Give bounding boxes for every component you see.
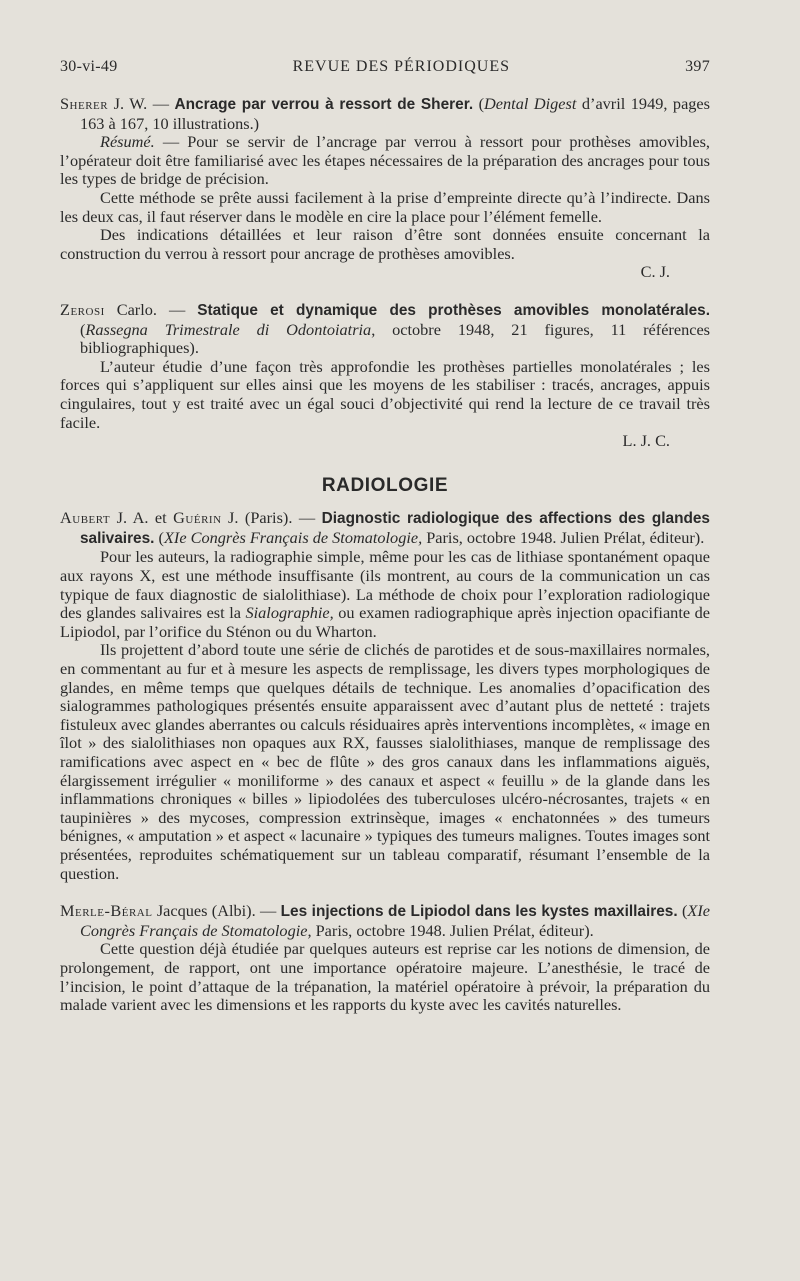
author-details: Jacques (Albi). — [152,901,281,921]
author-name: Aubert [60,508,111,528]
entry-heading [60,902,710,940]
entry-zerosi [60,301,710,451]
entry-merle-beral [60,902,710,1015]
author-name-2: Guérin [173,508,222,528]
entry-aubert-guerin [60,509,710,883]
emphasis-term: Sialographie, [245,603,334,623]
reviewer-signature: L. J. C. [622,431,670,451]
paragraph: Ils projettent d’abord toute une série de clichés de parotides et de sous-maxillaires normales, en commentant au fur et à mesure les aspects de remplissage, les divers types morphologiques de glandes, en même temps que quelques détails de technique. Les anomalies d’opacification des sialogrammes pathologiques présentés ensuite apparaissent avec d’autant plus de netteté : trajets fistuleux avec glandes aberrantes ou calculs résiduaires après interventions incomplètes, « image en îlot » des sialolithiases non opaques aux RX, fausses sialolithiases, manque de remplissage des ramifications avec aspect en « bec de flûte » des gros canaux dans les inflammations aiguës, élargissement irrégulier « moniliforme » des canaux et aspect « feuillu » de la glande dans les inflammations chroniques « billes » lipiodolées des tuberculoses ulcéro-nécrosantes, trajets « en taupinières » des mycoses, compression extrinsèque, images « enchatonnées » des tumeurs bénignes, « amputation » et aspect « lacunaire » typiques des tumeurs malignes. Toutes images sont présentées, reproduites schématiquement sur un tableau comparatif, résumant l’ensemble de la question. [60,640,710,883]
author-name: Sherer [60,94,109,113]
author-details: J. (Paris). — [221,508,322,528]
source-congress: XIe Congrès Français de Stomatologie, [80,901,710,940]
source-details: d’avril 1949, pages 163 à 167, 10 illustrations.) [80,94,710,133]
author-details: J. A. et [110,508,174,528]
article-title: Ancrage par verrou à ressort de Sherer. [174,96,474,113]
article-title: Statique et dynamique des prothèses amovibles monolatérales. [197,301,710,319]
article-body [60,95,710,1015]
source-journal: Dental Digest [484,94,577,113]
source-paren: ( [80,319,86,339]
paragraph-text: ou examen radiographique après injection opacifiante de Lipiodol, par l’orifice du Sténon ou du Wharton. [60,603,710,641]
source-paren: ( [473,94,485,113]
author-details: Carlo. — [104,299,198,319]
header-date: 30-vi-49 [60,58,118,75]
paragraph: Cette question déjà étudiée par quelques auteurs est reprise car les notions de dimension, de prolongement, de rapport, ont une importance opératoire majeure. L’anesthésie, le tracé de l’incision, le point d’attaque de la trépanation, la matériel opératoire à prévoir, la préparation du malade varient avec les dimensions et les rapports du kyste avec les cavités naturelles. [60,939,710,1015]
reviewer-signature: C. J. [640,262,670,282]
source-journal: Rassegna Trimestrale di Odontoiatria [85,319,372,339]
section-heading: RADIOLOGIE [321,474,449,496]
author-details: J. W. — [108,94,175,113]
paragraph: L’auteur étudie d’une façon très approfondie les prothèses partielles monolatérales ; les forces qui s’appliquent sur elles ainsi que les moyens de les stabiliser : tracés, ancrages, appuis cingulaires, tout y est traité avec un égal souci d’objectivité qui rend la lecture de ce travail très facile. [60,356,710,432]
header-title: REVUE DES PÉRIODIQUES [292,58,511,75]
source-details: Paris, octobre 1948. Julien Prélat, éditeur). [422,527,705,547]
summary-text: — Pour se servir de l’ancrage par verrou à ressort pour prothèses amovibles, l’opérateur doit être familiarisé avec les étapes nécessaires de la préparation des ancrages pour tous les types de bridge de précision. [60,132,710,189]
summary-paragraph [60,133,710,189]
source-paren: ( [154,527,164,547]
paragraph-text: Pour les auteurs, la radiographie simple, même pour les cas de lithiase spontanément opaque aux rayons X, est une méthode insuffisante (ils montrent, au cours de la communication un cas typique de faux diagnostic de sialolithiase). La méthode de choix pour l’exploration radiologique des glandes salivaires est la [60,547,710,623]
entry-heading [60,509,710,548]
resume-label: Résumé. [100,132,155,152]
page-number: 397 [685,58,710,75]
source-congress: XIe Congrès Français de Stomatologie, [163,527,423,547]
article-title: Les injections de Lipiodol dans les kystes maxillaires. [280,903,678,921]
author-name: Zerosi [60,299,105,319]
entry-sherer [60,95,710,282]
author-name: Merle-Béral [60,901,153,921]
entry-heading [60,95,710,133]
article-title: Diagnostic radiologique des affections des glandes salivaires. [80,510,710,547]
source-details: Paris, octobre 1948. Julien Prélat, éditeur). [311,920,594,940]
running-header [60,58,710,76]
source-details: , octobre 1948, 21 figures, 11 références bibliographiques). [80,319,711,358]
entry-heading [60,301,710,358]
paragraph: Des indications détaillées et leur raison d’être sont données ensuite concernant la construction du verrou à ressort pour ancrage de prothèses amovibles. [60,225,710,263]
paragraph [60,548,710,641]
paragraph: Cette méthode se prête aussi facilement à la prise d’empreinte directe qu’à l’indirecte. Dans les deux cas, il faut réserver dans le modèle en cire la place pour l’élément femelle. [60,187,710,226]
source-paren: ( [677,901,688,921]
